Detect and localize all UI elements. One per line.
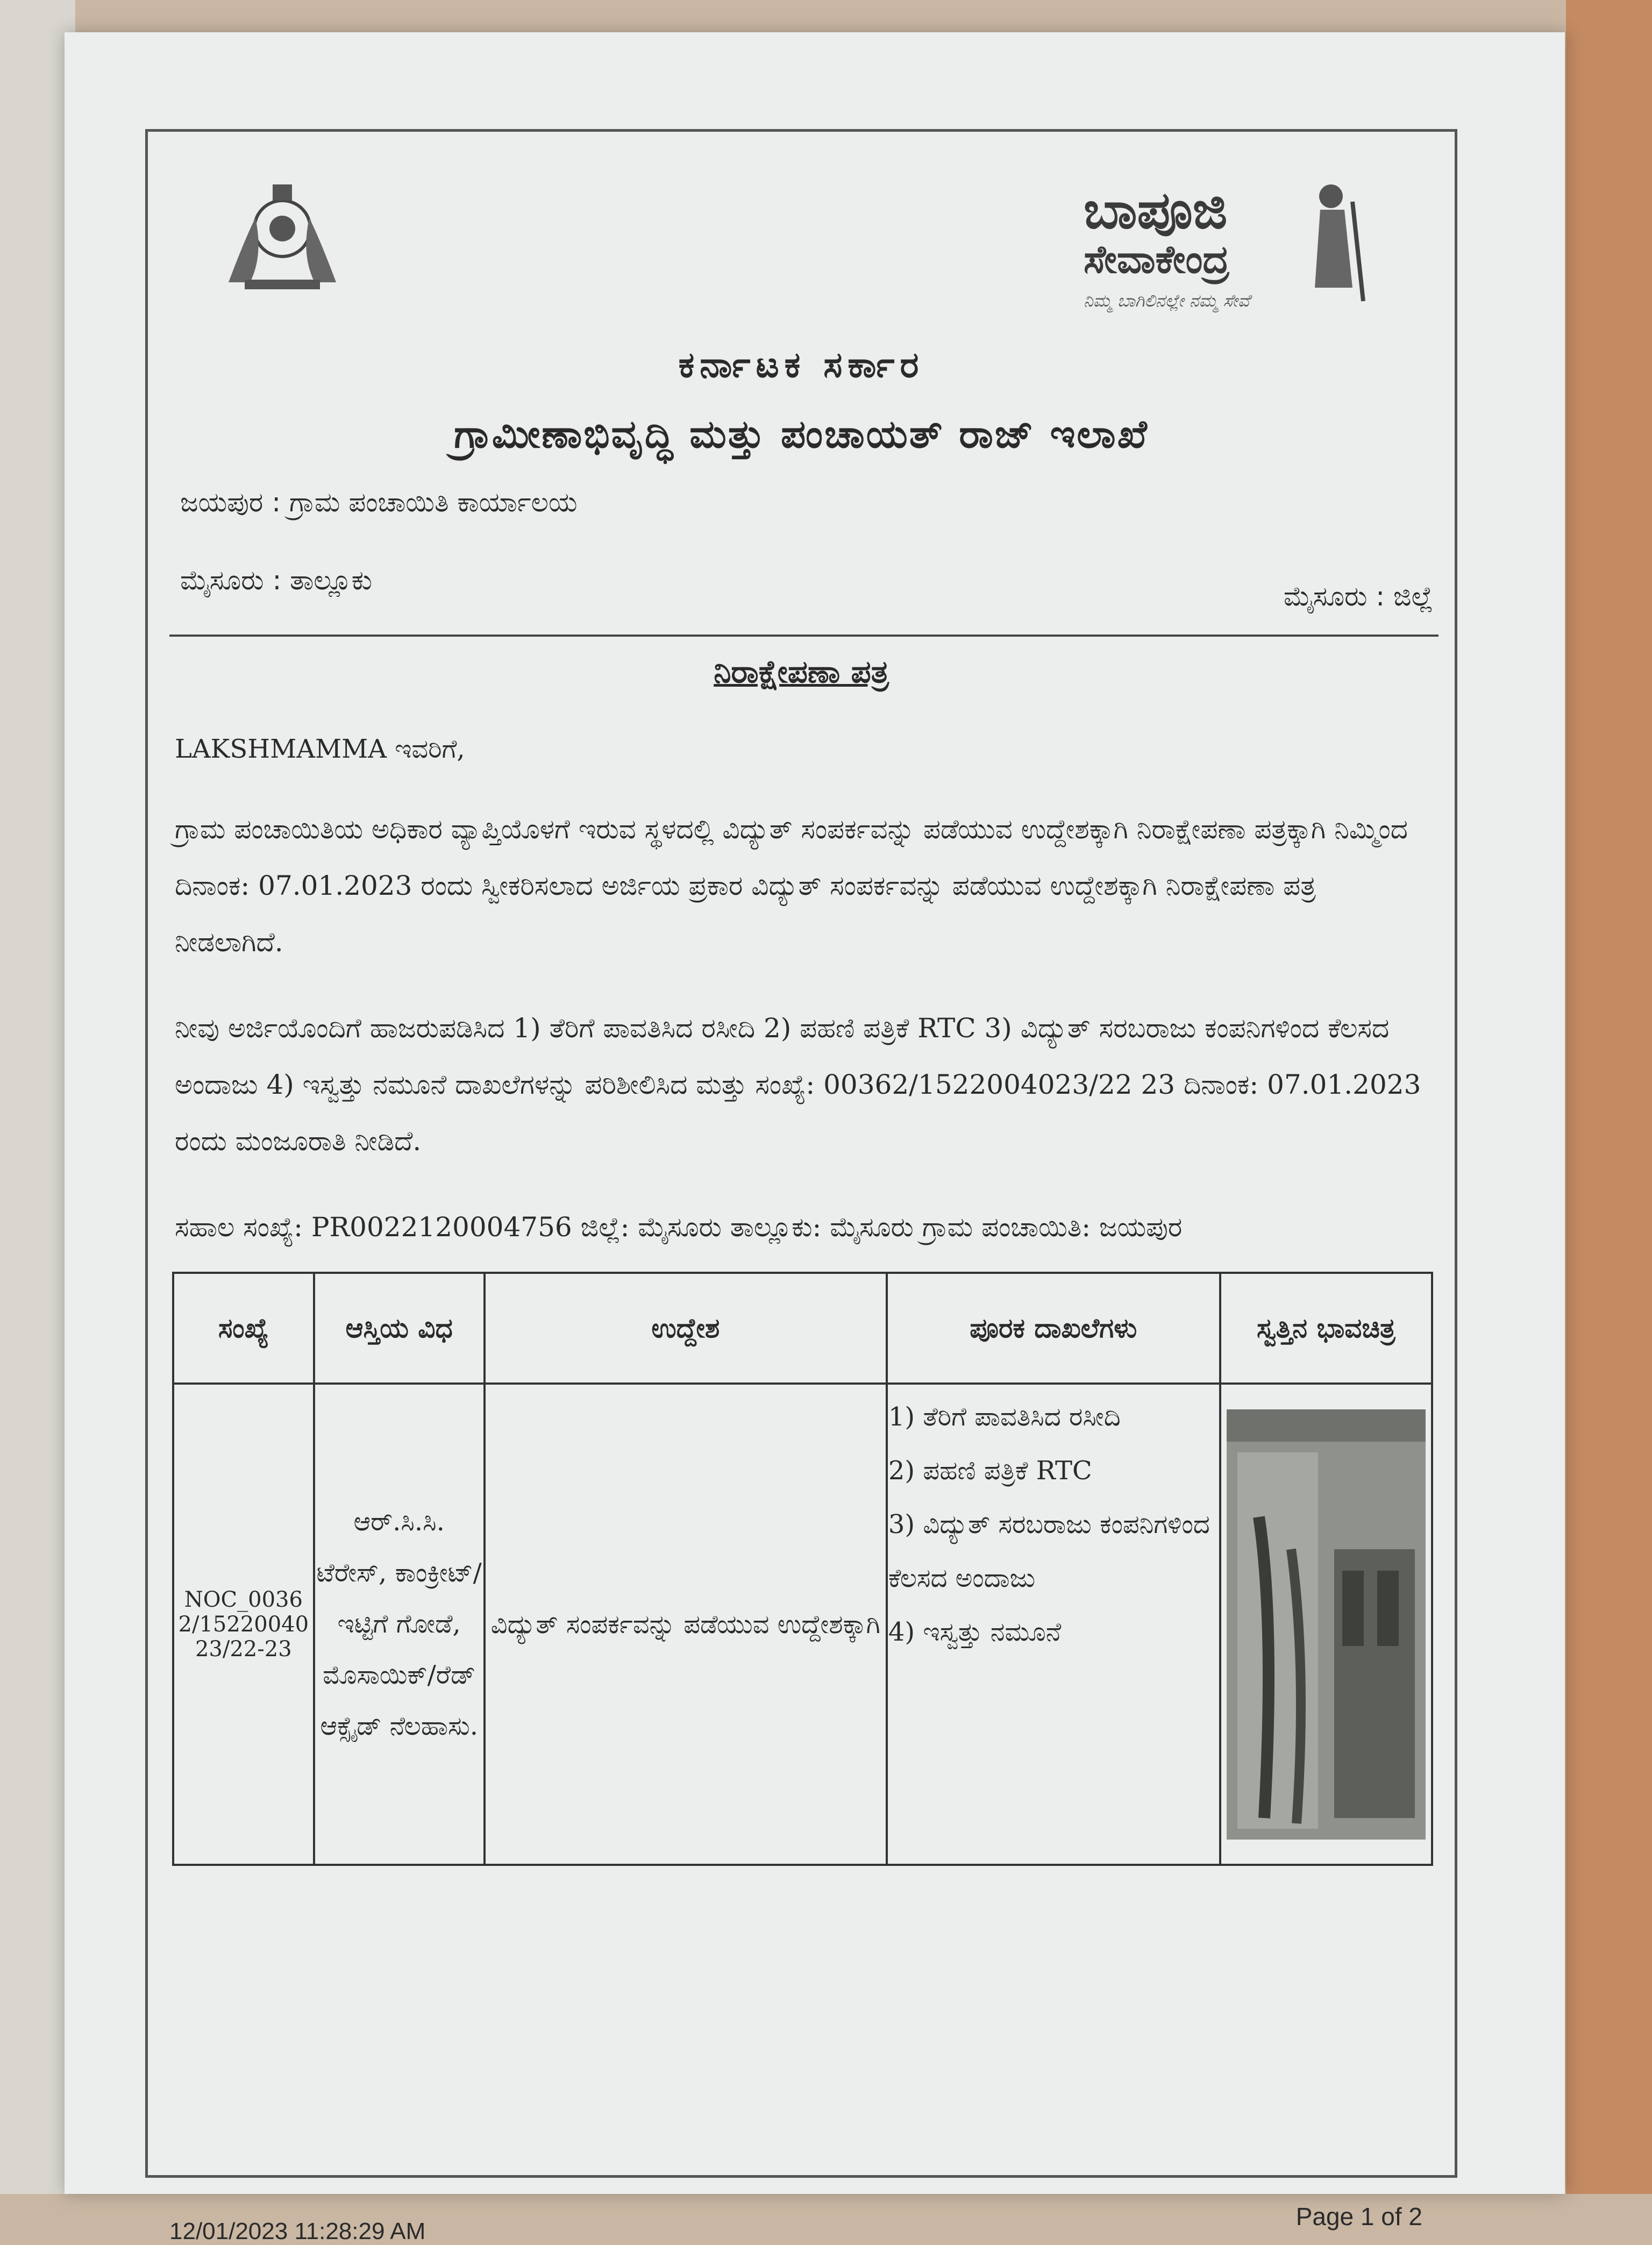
header-property-type: ಆಸ್ತಿಯ ವಿಧ [314,1273,485,1384]
document-item: 2) ಪಹಣಿ ಪತ್ರಿಕೆ RTC [888,1456,1092,1486]
document-item: 4) ಇಸ್ವತ್ತು ನಮೂನೆ [888,1617,1062,1647]
property-photo [1227,1409,1426,1840]
noc-table [172,1272,1433,1866]
document-sheet [65,32,1565,2244]
cell-property-type: ಆರ್.ಸಿ.ಸಿ. ಟೆರೇಸ್, ಕಾಂಕ್ರೀಟ್/ಇಟ್ಟಿಗೆ ಗೋಡೆ, ಮೊಸಾಯಿಕ್/ರೆಡ್ ಆಕ್ಸೈಡ್ ನೆಲಹಾಸು. [314,1384,485,1865]
office-line: ಜಯಪುರ : ಗ್ರಾಮ ಪಂಚಾಯಿತಿ ಕಾರ್ಯಾಲಯ [180,487,578,518]
print-timestamp: 12/01/2023 11:28:29 AM [169,2218,426,2244]
bapuji-seva-kendra-logo [1084,180,1374,320]
header-documents: ಪೂರಕ ದಾಖಲೆಗಳು [887,1273,1220,1384]
taluk-line: ಮೈಸೂರು : ತಾಲ್ಲೂಕು [180,565,372,596]
government-title: ಕರ್ನಾಟಕ ಸರ್ಕಾರ [678,344,924,386]
gandhi-figure-icon [1299,180,1369,304]
document-title: ನಿರಾಕ್ಷೇಪಣಾ ಪತ್ರ [714,653,889,690]
document-item: 1) ತೆರಿಗೆ ಪಾವತಿಸಿದ ರಸೀದಿ [888,1402,1121,1432]
table-row [173,1384,1432,1865]
logo-title: ಬಾಪೂಜಿ [1084,180,1228,240]
logo-tagline: ನಿಮ್ಮ ಬಾಗಿಲಿನಲ್ಲೇ ನಮ್ಮ ಸೇವೆ [1084,290,1250,311]
cell-number: NOC_00362/1522004023/22-23 [173,1384,314,1865]
header-purpose: ಉದ್ದೇಶ [485,1273,887,1384]
table-header-row [173,1273,1432,1384]
paragraph-application: ಗ್ರಾಮ ಪಂಚಾಯಿತಿಯ ಅಧಿಕಾರ ವ್ಯಾಪ್ತಿಯೊಳಗೆ ಇರುವ ಸ್ಥಳದಲ್ಲಿ ವಿದ್ಯುತ್ ಸಂಪರ್ಕವನ್ನು ಪಡೆಯುವ ಉದ್ದೇಶಕ್ಕಾಗಿ ನಿರಾಕ್ಷೇಪಣಾ ಪತ್ರಕ್ಕಾಗಿ ನಿಮ್ಮಿಂದ ದಿನಾಂಕ: 07.01.2023 ರಂದು ಸ್ವೀಕರಿಸಲಾದ ಅರ್ಜಿಯ ಪ್ರಕಾರ ವಿದ್ಯುತ್ ಸಂಪರ್ಕವನ್ನು ಪಡೆಯುವ ಉದ್ದೇಶಕ್ಕಾಗಿ ನಿರಾಕ್ಷೇಪಣಾ ಪತ್ರ ನೀಡಲಾಗಿದೆ. [175,814,1408,958]
karnataka-emblem-icon [212,175,352,298]
background-left [0,0,75,2194]
header-photo: ಸ್ವತ್ತಿನ ಭಾವಚಿತ್ರ [1220,1273,1432,1384]
cell-photo [1220,1384,1432,1865]
header-number: ಸಂಖ್ಯೆ [173,1273,314,1384]
page-number: Page 1 of 2 [1295,2203,1422,2230]
cell-purpose: ವಿದ್ಯುತ್ ಸಂಪರ್ಕವನ್ನು ಪಡೆಯುವ ಉದ್ದೇಶಕ್ಕಾಗಿ [485,1384,887,1865]
department-title: ಗ್ರಾಮೀಣಾಭಿವೃದ್ಧಿ ಮತ್ತು ಪಂಚಾಯತ್ ರಾಜ್ ಇಲಾಖೆ [454,411,1149,457]
document-item: 3) ವಿದ್ಯುತ್ ಸರಬರಾಜು ಕಂಪನಿಗಳಿಂದ ಕೆಲಸದ ಅಂದಾಜು [888,1509,1210,1593]
document-frame [145,129,1457,2244]
cell-documents [887,1384,1220,1865]
logo-subtitle: ಸೇವಾಕೇಂದ್ರ [1084,237,1230,282]
paragraph-documents: ನೀವು ಅರ್ಜಿಯೊಂದಿಗೆ ಹಾಜರುಪಡಿಸಿದ 1) ತೆರಿಗೆ ಪಾವತಿಸಿದ ರಸೀದಿ 2) ಪಹಣಿ ಪತ್ರಿಕೆ RTC 3) ವಿದ್ಯುತ್ ಸರಬರಾಜು ಕಂಪನಿಗಳಿಂದ ಕೆಲಸದ ಅಂದಾಜು 4) ಇಸ್ವತ್ತು ನಮೂನೆ ದಾಖಲೆಗಳನ್ನು ಪರಿಶೀಲಿಸಿದ ಮತ್ತು ಸಂಖ್ಯೆ: 00362/1522004023/22 23 ದಿನಾಂಕ: 07.01.2023 ರಂದು ಮಂಜೂರಾತಿ ನೀಡಿದೆ. [175,1013,1421,1157]
header-divider [169,635,1439,637]
paragraph-reference: ಸಹಾಲ ಸಂಖ್ಯೆ: PR0022120004756 ಜಿಲ್ಲೆ: ಮೈಸೂರು ತಾಲ್ಲೂಕು: ಮೈಸೂರು ಗ್ರಾಮ ಪಂಚಾಯಿತಿ: ಜಯಪುರ [175,1211,1183,1243]
salutation: LAKSHMAMMA ಇವರಿಗೆ, [175,734,465,764]
district-line: ಮೈಸೂರು : ಜಿಲ್ಲೆ [1283,581,1433,612]
background-right [1566,0,1652,2194]
